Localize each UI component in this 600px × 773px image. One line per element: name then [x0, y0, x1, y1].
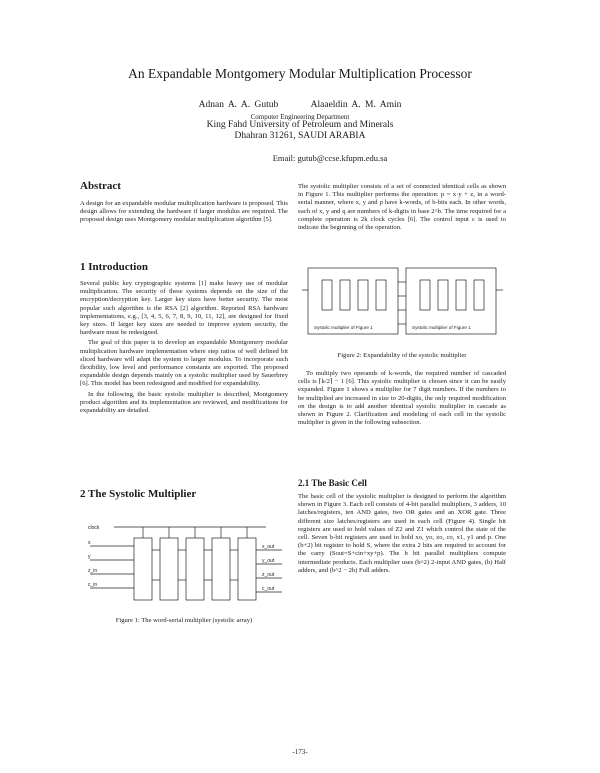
figure-1-caption: Figure 1: The word-serial multiplier (systolic array) — [115, 617, 253, 624]
intro-paragraph-3: In the following, the basic systolic multiplier is described, Montgomery product algorithm and its implementation are reviewed, and modifications for expandability are detailed. — [80, 390, 288, 415]
fig1-label-yout: y_out — [262, 558, 275, 564]
abstract-heading: Abstract — [80, 180, 121, 192]
fig1-label-x: x — [88, 540, 91, 546]
fig1-label-clock: clock — [88, 525, 100, 531]
author-list — [0, 100, 600, 110]
cell-3 — [186, 538, 204, 600]
intro-body — [80, 280, 288, 417]
cell-4 — [212, 538, 230, 600]
author-1: Adnan A. A. Gutub — [198, 100, 279, 110]
university-address: Dhahran 31261, SAUDI ARABIA — [234, 131, 366, 141]
cell-5 — [238, 538, 256, 600]
systolic-description: The systolic multiplier consists of a set of connected identical cells as shown in Figure 1. This multiplier performs the operation: p = x·y + z, in a word-serial manner, where x, y and p have k-words, of b-bits each. In other words, each of x, y and q are numbers of k-digits in base 2^b. The time required for a complete operation is 2k clock cycles [6]. The control input c is used to indicate the beginning of the operation. — [298, 183, 506, 232]
fig1-label-cout: c_out — [262, 586, 275, 592]
fig1-label-zin: z_in — [88, 568, 98, 574]
page-number: -173- — [292, 748, 308, 756]
cell-2 — [160, 538, 178, 600]
fig2-label-block-2: Systolic multiplier of Figure 1 — [412, 325, 471, 330]
abstract-text: A design for an expandable modular multiplication hardware is proposed. This design allows for extending the hardware if larger modulus are required. The proposed design uses Montgomery modular multiplication algorithm [5]. — [80, 200, 288, 224]
email: Email: gutub@ccse.kfupm.edu.sa — [272, 153, 388, 163]
intro-paragraph-1: Several public key cryptographic systems [1] make heavy use of modular multiplication. The security of these systems depends on the size of the encryption/decryption key. Larger key sizes have better security. The most popular such algorithm is the RSA [2] algorithm. Reported RSA hardware implementations, e.g., [3, 4, 5, 6, 7, 8, 9, 10, 11, 12], are designed for fixed key sizes. If larger key sizes are needed to improve system security, the hardware must be redesigned. — [80, 280, 288, 337]
figure-1-diagram — [86, 520, 286, 612]
expandability-paragraph: To multiply two operands of k-words, the required number of cascaded cells is ⌈k/2⌉ − 1 [6]. This systolic multiplier is chosen since it can be easily expanded. Figure 1 shows a multiplier for 7 digit numbers. If the numbers to be multiplied are increased in size to 20-digits, the only required modification on the design is to add another identical systolic multiplier in cascade as shown in Figure 2. Clarification and modeling of each cell in the systolic multiplier is given in the following subsection. — [298, 370, 506, 427]
basic-cell-heading: 2.1 The Basic Cell — [298, 478, 367, 488]
figure-2-diagram — [300, 260, 505, 346]
fig1-label-cin: c_in — [88, 582, 98, 588]
intro-paragraph-2: The goal of this paper is to develop an expandable Montgomery modular multiplication hardware implementation where step ratios of well defined bit sliced hardware will adapt the system to larger modulus. To incorporate such flexibility, low level and performance constants are exported. The proposed expandable design depends mainly on a systolic multiplier used by Sauerbrey [6]. This model has been redesigned and modified for expandability. — [80, 339, 288, 388]
affiliation — [0, 120, 600, 142]
figure-2-caption: Figure 2: Expandability of the systolic multiplier — [337, 352, 467, 359]
intro-heading: 1 Introduction — [80, 261, 148, 273]
department: Computer Engineering Department — [250, 113, 350, 121]
author-2: Alaaeldin A. M. Amin — [310, 100, 402, 110]
fig1-label-xout: x_out — [262, 544, 275, 550]
systolic-heading: 2 The Systolic Multiplier — [80, 488, 197, 500]
fig1-label-y: y — [88, 554, 91, 560]
fig1-label-zout: z_out — [262, 572, 275, 578]
cell-1 — [134, 538, 152, 600]
fig2-label-block-1: Systolic multiplier of Figure 1 — [314, 325, 373, 330]
paper-title: An Expandable Montgomery Modular Multiplication Processor — [128, 66, 472, 81]
basic-cell-text: The basic cell of the systolic multiplier is designed to perform the algorithm shown in Figure 3. Each cell consists of 4-bit parallel multipliers, 3 adders, 10 latches/registers, ten AND gates, two OR gates and an XOR gate. Three different size latches/registers are used in each cell (Figure 4). Single bit registers are used to hold values of Z2 and Z1 which control the state of the cell. Seven b-bit registers are used to hold xo, yo, zo, co, x1, y1 and p. One (b+2) bit register to hold S, where the extra 2 bits are required to account for the carry (Sout=S+cin+xy+p). The b bit parallel multipliers compute intermediate products. Each multiplier uses (b^2) 2-input AND gates, (b) Half adders, and (b^2 − 2b) Full adders. — [298, 493, 506, 574]
university-name: King Fahd University of Petroleum and Minerals — [206, 120, 394, 130]
